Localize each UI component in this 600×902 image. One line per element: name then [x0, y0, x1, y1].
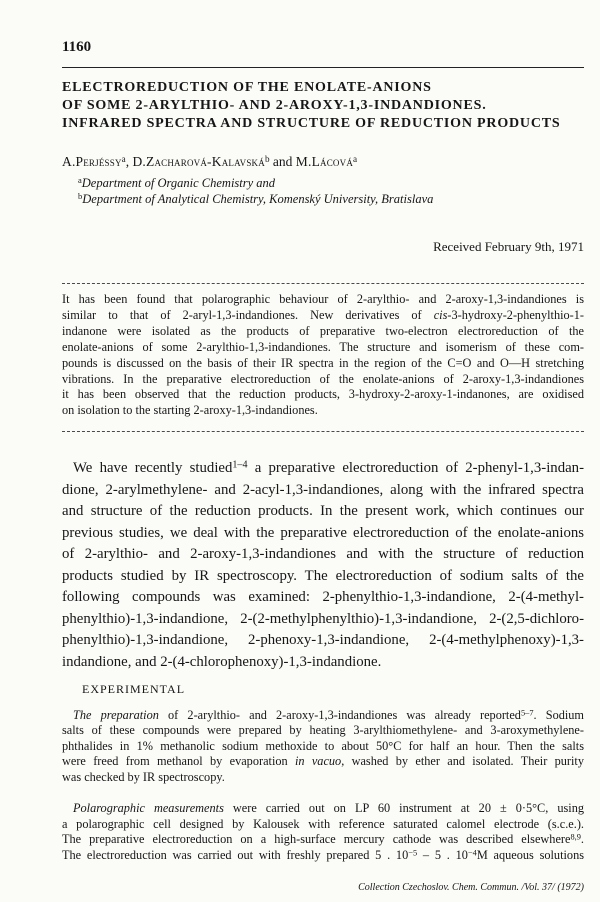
abstract — [62, 292, 584, 419]
superscript: 5–7 — [520, 708, 534, 718]
author-name: A.Perjéssy — [62, 154, 122, 169]
superscript: −4 — [467, 848, 477, 858]
affiliation-line — [78, 191, 584, 207]
body-line: salts of these compounds were prepared by heating 3-arylthiomethylene- and 3-aroxymethylene- — [62, 723, 584, 738]
text-span: . — [580, 832, 584, 847]
text-span: and — [269, 154, 296, 169]
abstract-line: it has been observed that the reduction products, 3-hydroxy-2-aroxy-1-indanones, are oxidised — [62, 387, 584, 402]
body-line: a polarographic cell designed by Kalousek with reference saturated calomel electrode (s.c.e.). — [62, 816, 584, 831]
abstract-line: It has been found that polarographic behaviour of 2-arylthio- and 2-aroxy-1,3-indandiones is — [62, 292, 584, 306]
body-line: phenylthio)-1,3-indandione, 2-phenoxy-1,3-indandione, 2-(4-methylphenoxy)-1,3- — [62, 632, 584, 648]
body-line: dione, 2-arylmethylene- and 2-acyl-1,3-indandiones, along with the infrared spectra — [62, 481, 584, 498]
body-line: was checked by IR spectroscopy. — [62, 769, 225, 784]
text-span: The electroreduction was carried out with freshly prepared 5 . 10 — [62, 848, 409, 863]
italic-text: The preparation — [73, 708, 159, 722]
text-span: M aqueous solutions — [476, 848, 584, 863]
superscript: 1–4 — [232, 459, 248, 471]
abstract-line: vibrations. In the preparative electroreduction of the enolate-anions of 2-aroxy-1,3-indandiones — [62, 371, 584, 386]
superscript: b — [264, 153, 270, 164]
text-span: similar to that of 2-aryl-1,3-indandiones. New derivatives of — [62, 307, 434, 322]
author-name: D.Zacharová-Kalavská — [132, 154, 265, 169]
affiliations — [78, 175, 584, 207]
experimental-paragraph-preparation — [62, 708, 584, 785]
body-line — [62, 708, 584, 723]
text-span: of 2-arylthio- and 2-aroxy-1,3-indandiones was already reported — [158, 708, 521, 722]
journal-footer: Collection Czechoslov. Chem. Commun. /Vol. 37/ (1972) — [358, 882, 584, 893]
text-span: were freed from methanol by evaporation — [62, 754, 295, 769]
author-line — [62, 154, 584, 170]
text-span: were carried out on LP 60 instrument at 20 ± 0·5°C, using — [223, 801, 584, 815]
text-span: We have recently studied — [73, 460, 233, 476]
body-line: previous studies, we deal with the preparative electroreduction of the enolate-anions — [62, 524, 584, 541]
experimental-paragraph-polarography — [62, 801, 584, 864]
superscript: 8,9 — [570, 832, 581, 842]
text-span: , — [125, 154, 133, 169]
abstract-line: pounds is discussed on the basis of their IR spectra in the region of the C=O and O—H stretching — [62, 355, 584, 370]
superscript: a — [78, 175, 82, 186]
article-title — [62, 79, 584, 133]
author-name: M.Lácová — [295, 154, 354, 169]
title-line: OF SOME 2-ARYLTHIO- AND 2-AROXY-1,3-INDANDIONES. — [62, 98, 487, 113]
body-line: phthalides in 1% methanolic sodium methoxide to about 50°C for half an hour. Then the salts — [62, 738, 584, 753]
body-line — [62, 832, 584, 848]
text-span: a preparative electroreduction of 2-phenyl-1,3-indan- — [247, 460, 585, 476]
abstract-line — [62, 308, 584, 324]
superscript: −5 — [408, 848, 418, 858]
body-line: of 2-arylthio- and 2-aroxy-1,3-indandiones and with the structure of reduction — [62, 546, 584, 562]
text-span: . Sodium — [533, 708, 584, 722]
body-line — [62, 458, 584, 480]
body-line: products studied by IR spectroscopy. The electroreduction of sodium salts of the — [62, 567, 584, 584]
page-number: 1160 — [62, 39, 92, 55]
italic-text: cis — [433, 307, 448, 322]
title-line: ELECTROREDUCTION OF THE ENOLATE-ANIONS — [62, 80, 432, 95]
author-list — [62, 154, 584, 170]
superscript: a — [353, 153, 358, 164]
abstract-bottom-divider — [62, 431, 584, 432]
body-line: and structure of the reduction products. In the present work, which continues our — [62, 503, 584, 519]
superscript: b — [78, 191, 83, 202]
body-line: phenylthio)-1,3-indandione, 2-(2-methylphenylthio)-1,3-indandione, 2-(2,5-dichloro- — [62, 610, 584, 627]
abstract-line: enolate-anions of some 2-arylthio-1,3-indandiones. The structure and isomerism of these com- — [62, 339, 584, 354]
header-rule — [62, 67, 584, 68]
title-line: INFRARED SPECTRA AND STRUCTURE OF REDUCTION PRODUCTS — [62, 116, 561, 131]
body-line: indandione, and 2-(4-chlorophenoxy)-1,3-indandione. — [62, 653, 382, 670]
body-line — [62, 754, 584, 769]
italic-text: in vacuo — [294, 754, 342, 769]
italic-text: Polarographic measurements — [73, 801, 224, 815]
italic-text: Department of Organic Chemistry and — [81, 176, 276, 190]
text-span: , washed by ether and isolated. Their purity — [341, 754, 584, 769]
text-span: – 5 . 10 — [417, 848, 468, 863]
received-date: Received February 9th, 1971 — [433, 239, 584, 254]
introduction-paragraph — [62, 458, 584, 673]
abstract-top-divider — [62, 283, 584, 284]
abstract-line: indanone were isolated as the products of preparative two-electron electroreduction of the — [62, 323, 584, 338]
text-span: The preparative electroreduction on a high-surface mercury cathode was described elsewhere — [62, 832, 571, 847]
superscript: a — [121, 153, 126, 164]
text-span: -3-hydroxy-2-phenylthio-1- — [447, 307, 584, 322]
body-line — [62, 848, 584, 864]
abstract-line: on isolation to the starting 2-aroxy-1,3-indandiones. — [62, 403, 318, 418]
section-heading-experimental: EXPERIMENTAL — [82, 682, 186, 696]
body-line: following compounds was examined: 2-phenylthio-1,3-indandione, 2-(4-methyl- — [62, 589, 584, 605]
body-line — [62, 801, 584, 817]
italic-text: Department of Analytical Chemistry, Komenský University, Bratislava — [82, 192, 434, 206]
affiliation-line — [78, 175, 584, 191]
